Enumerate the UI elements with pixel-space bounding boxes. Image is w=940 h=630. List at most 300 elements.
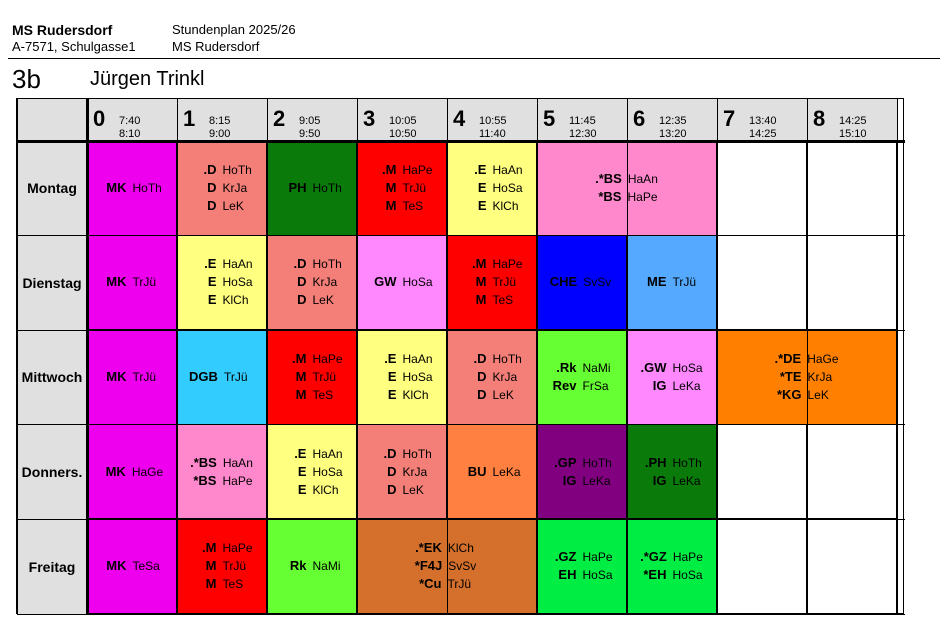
lesson-cell[interactable] [447,425,537,520]
teacher-code: HaPe [627,189,658,204]
subject-code: M [205,576,217,592]
teacher-code: HaAn [222,257,253,272]
lesson-line [641,454,703,472]
lesson-cell[interactable] [447,236,537,331]
subject-code: *BS [598,188,622,204]
lesson-line [191,557,253,575]
teacher-code: HaPe [492,257,523,272]
teacher-code: HaPe [222,473,253,488]
teacher-code: HoTh [312,180,342,195]
subject-code: IG [562,472,577,488]
teacher-code: TeS [222,577,244,592]
subject-code: .D [383,445,397,461]
teacher-code: SvSv [583,275,612,290]
period-number: 2 [273,106,286,131]
lesson-line [551,454,613,472]
lesson-cell[interactable] [177,236,267,331]
subject-code: PH [288,179,307,195]
teacher-code: HoSa [582,568,613,583]
teacher-code: HaPe [402,162,433,177]
period-start-time: 8:15 [209,115,231,127]
subject-code: .E [204,256,217,272]
teacher-code: KlCh [402,387,429,402]
period-time [749,115,777,141]
lesson-cell[interactable] [627,330,717,425]
lesson-cell[interactable] [627,519,717,614]
subject-code: .GP [554,454,577,470]
subject-code: .*DE [774,350,802,366]
period-start-time: 14:25 [839,115,867,127]
grid-line-vertical [807,99,808,614]
lesson-line [101,557,163,575]
empty-slot [807,519,897,614]
grid-line-vertical [17,99,18,614]
lesson-cell[interactable] [267,236,357,331]
subject-code: IG [652,377,667,393]
teacher-code: KlCh [312,482,339,497]
empty-slot [807,236,897,331]
subject-code: .Rk [556,359,577,375]
subject-code: .M [382,161,397,177]
lesson-cell[interactable] [537,236,627,331]
period-start-time: 12:35 [659,115,687,127]
lesson-cell[interactable] [357,425,447,520]
lesson-line [281,557,343,575]
subject-code: *F4J [414,558,443,574]
grid-line-vertical [86,99,89,614]
subject-code: *TE [779,368,802,384]
subject-code: DGB [189,368,218,384]
period-header-4 [447,99,537,141]
period-header-5 [537,99,627,141]
lesson-cell[interactable] [267,141,357,236]
subject-code: *Cu [419,576,442,592]
period-number: 1 [183,106,196,131]
period-start-time: 13:40 [749,115,777,127]
subject-code: E [477,179,487,195]
teacher-code: HoSa [672,568,703,583]
teacher-code: HoSa [402,369,433,384]
teacher-code: NaMi [312,559,341,574]
subject-code: M [475,292,487,308]
teacher-code: LeK [222,198,244,213]
teacher-code: TrJü [132,369,157,384]
grid-line-vertical [267,99,268,614]
lesson-cell[interactable] [357,330,447,425]
lesson-line [640,548,703,566]
period-number: 0 [93,106,106,131]
subject-code: .E [294,445,307,461]
lesson-line [191,161,253,179]
empty-slot [717,141,807,236]
teacher-code: HaAn [627,171,658,186]
subject-code: M [205,558,217,574]
lesson-line [461,197,523,215]
subject-code: MK [106,274,127,290]
lesson-line [370,273,432,291]
subject-code: E [297,481,307,497]
day-label-2: Mittwoch [17,330,87,425]
subject-code: MK [105,463,126,479]
teacher-code: TeS [312,387,334,402]
period-header-6 [627,99,717,141]
period-end-time: 10:50 [389,128,417,140]
grid-line-horizontal [17,519,905,520]
subject-code: .M [292,350,307,366]
teacher-code: TeS [402,198,424,213]
period-time [569,115,597,141]
lesson-line [100,463,163,481]
subject-code: .*BS [190,454,217,470]
teacher-code: TrJü [222,559,247,574]
subject-code: .M [472,256,487,272]
period-time [839,115,867,141]
grid-line-horizontal [17,235,905,236]
subject-code: MK [106,368,127,384]
lesson-line [641,377,703,395]
lesson-cell[interactable] [627,236,717,331]
teacher-code: HoTh [582,455,612,470]
lesson-line [371,386,433,404]
lesson-line [281,386,343,404]
period-time [209,115,230,141]
period-time [299,115,320,141]
teacher-code: HoTh [222,162,252,177]
subject-code: E [387,368,397,384]
lesson-line [460,161,522,179]
teacher-code: TrJü [672,275,697,290]
grid-line-vertical [177,99,178,614]
teacher-code: KlCh [447,541,474,556]
teacher-code: HaAn [222,455,253,470]
lesson-line [551,472,613,490]
period-start-time: 10:05 [389,115,417,127]
teacher-code: HaPe [312,351,343,366]
lesson-cell[interactable] [87,425,177,520]
subject-code: MK [106,558,127,574]
subject-code: D [297,292,307,308]
period-end-time: 15:10 [839,128,867,140]
lesson-cell[interactable] [357,236,447,331]
lesson-line [101,368,163,386]
lesson-line [370,161,432,179]
period-end-time: 11:40 [479,128,506,140]
lesson-line [641,273,703,291]
lesson-cell[interactable] [177,141,267,236]
lesson-line [370,368,432,386]
lesson-line [190,255,252,273]
teacher-code: HaPe [672,550,703,565]
school-address: A-7571, Schulgasse1 [12,39,136,54]
subject-code: BU [467,463,487,479]
lesson-line [550,548,612,566]
lesson-line [281,291,343,309]
lesson-line [189,368,254,386]
subject-code: *EH [643,567,667,583]
lesson-cell[interactable] [447,330,537,425]
period-number: 3 [363,106,376,131]
teacher-code: LeKa [672,473,701,488]
subject-code: *KG [776,386,802,402]
lesson-line [281,179,343,197]
teacher-code: TeS [492,293,514,308]
teacher-code: HoSa [402,275,433,290]
subject-code: EH [558,567,577,583]
teacher-code: KrJa [402,464,428,479]
lesson-line [190,273,252,291]
subject-code: E [297,463,307,479]
period-header-8 [807,99,897,141]
grid-line-vertical [717,99,718,614]
subject-code: D [387,481,397,497]
teacher-code: KrJa [312,275,338,290]
teacher-code: LeKa [582,473,611,488]
lesson-line [461,273,523,291]
subject-code: M [295,368,307,384]
subject-code: .GZ [554,549,577,565]
teacher-code: HoTh [312,257,342,272]
lesson-cell[interactable] [87,236,177,331]
day-label-0: Montag [17,141,87,236]
grid-corner [17,99,87,141]
empty-slot [717,425,807,520]
grid-line-horizontal [17,424,905,425]
lesson-line [191,179,253,197]
lesson-line [461,291,523,309]
period-number: 4 [453,106,466,131]
subject-code: E [477,197,487,213]
lesson-line [370,350,432,368]
lesson-cell[interactable] [177,425,267,520]
teacher-code: FrSa [582,378,609,393]
period-header-1 [177,99,267,141]
subject-code: .D [293,256,307,272]
period-start-time: 10:55 [479,115,507,127]
teacher-code: HaAn [492,162,523,177]
grid-line-vertical [537,99,538,614]
teacher-code: TrJü [447,577,472,592]
lesson-line [461,350,523,368]
subject-code: D [387,463,397,479]
teacher-code: KrJa [492,369,518,384]
lesson-line [640,359,702,377]
lesson-cell[interactable] [87,330,177,425]
teacher-code: KlCh [492,198,519,213]
empty-slot [807,425,897,520]
lesson-line [371,463,433,481]
grid-line-horizontal [17,140,905,143]
lesson-line [191,197,253,215]
teacher-code: LeK [312,293,334,308]
lesson-line [190,539,252,557]
lesson-line [551,377,613,395]
period-time [389,115,417,141]
lesson-line [191,575,253,593]
lesson-cell[interactable] [447,141,537,236]
teacher-code: NaMi [582,360,611,375]
subject-code: D [297,274,307,290]
grid-line-vertical [897,99,898,614]
subject-code: E [387,386,397,402]
period-header-3 [357,99,447,141]
lesson-line [550,566,612,584]
subject-code: .E [384,350,397,366]
lesson-line [190,454,253,472]
lesson-line [281,481,343,499]
lesson-line [281,273,343,291]
teacher-code: HoTh [492,351,522,366]
teacher-code: HoTh [672,455,702,470]
grid-line-vertical [447,99,448,614]
lesson-line [280,350,342,368]
lesson-line [640,566,702,584]
teacher-code: HaAn [312,446,343,461]
day-label-1: Dienstag [17,236,87,331]
lesson-cell[interactable] [177,330,267,425]
teacher-code: LeK [492,387,514,402]
lesson-cell[interactable] [267,425,357,520]
lesson-cell[interactable] [267,519,357,614]
teacher-code: HaGe [131,464,164,479]
teacher-code: HoSa [222,275,253,290]
teacher-code: KrJa [807,369,833,384]
subject-code: Rev [552,377,577,393]
class-code: 3b [12,64,41,94]
period-number: 8 [813,106,826,131]
lesson-line [191,291,253,309]
subject-code: D [207,197,217,213]
lesson-line [101,273,163,291]
lesson-line [371,179,433,197]
lesson-line [641,472,703,490]
period-number: 7 [723,106,736,131]
teacher-code: LeK [807,387,829,402]
day-label-3: Donners. [17,425,87,520]
lesson-line [281,368,343,386]
subject-code: ME [647,274,667,290]
lesson-cell[interactable] [177,519,267,614]
lesson-cell[interactable] [537,519,627,614]
subject-code: D [477,386,487,402]
teacher-code: SvSv [448,559,477,574]
timetable-grid [16,98,904,614]
period-end-time: 8:10 [119,128,141,140]
lesson-cell[interactable] [357,141,447,236]
teacher-code: HoTh [402,446,432,461]
period-start-time: 7:40 [119,115,141,127]
teacher-code: LeKa [672,378,701,393]
subject-code: E [207,292,217,308]
teacher-code: HoTh [132,180,162,195]
teacher-code: TrJü [223,369,248,384]
grid-line-vertical [627,99,628,614]
teacher-code: HoSa [312,464,343,479]
period-number: 5 [543,106,556,131]
subject-code: .D [473,350,487,366]
lesson-line [461,386,523,404]
lesson-line [460,179,522,197]
teacher-code: KrJa [222,180,248,195]
empty-slot [717,519,807,614]
subject-code: Rk [289,558,307,574]
subject-code: M [295,386,307,402]
teacher-code: TeSa [132,559,160,574]
lesson-line [460,255,522,273]
grid-line-horizontal [17,614,905,615]
lesson-line [280,463,342,481]
subject-code: GW [374,274,397,290]
period-end-time: 13:20 [659,128,687,140]
lesson-line [280,445,342,463]
subject-code: M [385,197,397,213]
lesson-line [550,273,613,291]
subject-code: MK [106,179,127,195]
day-label-4: Freitag [17,519,87,614]
lesson-line [101,179,163,197]
lesson-line [551,359,613,377]
teacher-code: LeK [402,482,424,497]
lesson-cell[interactable] [87,519,177,614]
grid-line-horizontal [17,330,905,331]
lesson-cell[interactable] [537,425,627,520]
teacher-code: HoSa [492,180,523,195]
lesson-line [461,368,523,386]
subject-code: .D [203,161,217,177]
teacher-code: KlCh [222,293,249,308]
grid-line-vertical [357,99,358,614]
teacher-code: TrJü [132,275,157,290]
subject-code: E [207,274,217,290]
plan-school: MS Rudersdorf [172,39,260,54]
school-name: MS Rudersdorf [12,22,113,38]
plan-title: Stundenplan 2025/26 [172,22,296,37]
teacher-code: TrJü [312,369,337,384]
subject-code: .*GZ [640,549,667,565]
subject-code: .PH [644,454,667,470]
period-number: 6 [633,106,646,131]
subject-code: .GW [640,359,667,375]
period-header-7 [717,99,807,141]
period-end-time: 14:25 [749,128,777,140]
subject-code: D [477,368,487,384]
lesson-line [371,197,433,215]
lesson-cell[interactable] [267,330,357,425]
subject-code: .*EK [415,540,442,556]
lesson-line [371,481,433,499]
teacher-code: TrJü [492,275,517,290]
teacher-code: HaGe [807,351,839,366]
period-time [119,115,140,141]
period-time [479,115,507,141]
empty-slot [807,141,897,236]
period-end-time: 9:50 [299,128,321,140]
teacher-code: HoSa [672,360,703,375]
lesson-cell[interactable] [627,425,717,520]
lesson-line [190,472,252,490]
period-time [659,115,687,141]
lesson-cell[interactable] [537,330,627,425]
empty-slot [717,236,807,331]
lesson-cell[interactable] [87,141,177,236]
subject-code: M [475,274,487,290]
period-start-time: 11:45 [569,115,596,127]
period-end-time: 9:00 [209,128,231,140]
subject-code: .*BS [595,170,622,186]
subject-code: .M [202,540,217,556]
subject-code: IG [652,472,667,488]
subject-code: .E [474,161,487,177]
teacher-code: HaPe [222,541,253,556]
